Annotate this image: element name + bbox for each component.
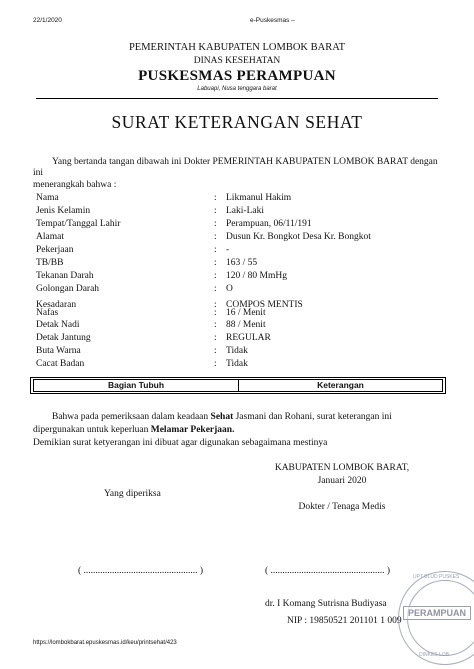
- body-part-table-header: [33, 379, 443, 392]
- field-colon: :: [214, 333, 217, 343]
- body-text: dipergunakan untuk keperluan: [33, 425, 151, 435]
- official-stamp: [398, 571, 474, 665]
- field-label: Nafas: [36, 308, 59, 318]
- footer-url: https://lombokbarat.epuskesmas.id/keu/printsehat/423: [33, 640, 177, 646]
- intro-line2: ini: [33, 168, 44, 178]
- table-header-body-part: Bagian Tubuh: [107, 380, 165, 390]
- examined-signature-blank: ( ................................................ ): [78, 566, 204, 576]
- field-value: -: [226, 245, 230, 255]
- field-colon: :: [214, 271, 217, 281]
- field-colon: :: [214, 346, 217, 356]
- field-value: Tidak: [226, 346, 248, 356]
- field-colon: :: [214, 258, 217, 268]
- doctor-signature-blank: ( ................................................ ): [265, 566, 391, 576]
- body-text-bold: Sehat: [210, 412, 234, 422]
- field-colon: :: [214, 193, 217, 203]
- letterhead-address: Labuapi, Nusa tenggara barat: [197, 86, 277, 92]
- doctor-name: dr. I Komang Sutrisna Budiyasa: [265, 599, 387, 609]
- body-paragraph-1: [52, 412, 392, 422]
- field-label: Pekerjaan: [36, 245, 74, 255]
- signature-date: Januari 2020: [317, 476, 367, 486]
- field-label: Tempat/Tanggal Lahir: [36, 219, 121, 229]
- field-value: O: [226, 284, 233, 294]
- body-paragraph-2: [33, 425, 234, 435]
- letterhead-line2: DINAS KESEHATAN: [193, 56, 281, 66]
- field-label: Detak Nadi: [36, 320, 80, 330]
- field-colon: :: [214, 206, 217, 216]
- field-label: Jenis Kelamin: [36, 206, 91, 216]
- doctor-nip: NIP : 19850521 201101 1 009: [287, 616, 402, 626]
- body-text-bold: Melamar Pekerjaan.: [150, 425, 235, 435]
- letterhead-line1: PEMERINTAH KABUPATEN LOMBOK BARAT: [128, 42, 346, 53]
- field-label: Detak Jantung: [36, 333, 91, 343]
- letterhead-title: PUSKESMAS PERAMPUAN: [138, 68, 336, 84]
- field-label: Tekanan Darah: [36, 271, 94, 281]
- field-value: 16 / Menit: [226, 308, 266, 318]
- examined-label: Yang diperiksa: [104, 489, 161, 499]
- stamp-ring-bottom-text: DINKES LOB: [419, 652, 450, 658]
- field-value: Likmanul Hakim: [226, 193, 292, 203]
- field-colon: :: [214, 284, 217, 294]
- print-site: e-Puskesmas –: [250, 17, 295, 24]
- field-value: Perampuan, 06/11/191: [226, 219, 312, 229]
- field-label: Buta Warna: [36, 346, 81, 356]
- field-colon: :: [214, 359, 217, 369]
- field-colon: :: [214, 219, 217, 229]
- print-date: 22/1/2020: [33, 17, 62, 24]
- table-header-notes: Keterangan: [317, 380, 364, 390]
- field-colon: :: [214, 308, 217, 318]
- field-value: Tidak: [226, 359, 248, 369]
- field-value: Laki-Laki: [226, 206, 264, 216]
- field-colon: :: [214, 245, 217, 255]
- field-label: TB/BB: [36, 258, 64, 268]
- field-colon: :: [214, 320, 217, 330]
- field-label: Golongan Darah: [36, 284, 100, 294]
- signature-place: KABUPATEN LOMBOK BARAT,: [274, 463, 410, 473]
- field-value: REGULAR: [226, 333, 271, 343]
- field-value: COMPOS MENTIS: [226, 300, 303, 310]
- field-colon: :: [214, 300, 217, 310]
- body-paragraph-3: Demikian surat ketyerangan ini dibuat agar digunakan sebagaimana mestinya: [33, 438, 328, 448]
- field-colon: :: [214, 232, 217, 242]
- header-divider: [36, 98, 438, 99]
- field-label: Cacat Badan: [36, 359, 85, 369]
- field-label: Kesadaran: [36, 300, 77, 310]
- stamp-ring-top-text: UPT BLUD PUSKES: [413, 574, 460, 580]
- body-text: Jasmani dan Rohani, surat keterangan ini: [233, 412, 392, 422]
- signature-role: Dokter / Tenaga Medis: [298, 502, 386, 512]
- field-value: 120 / 80 MmHg: [226, 271, 287, 281]
- field-label: Alamat: [36, 232, 64, 242]
- field-value: 88 / Menit: [226, 320, 266, 330]
- field-value: 163 / 55: [226, 258, 258, 268]
- field-value: Dusun Kr. Bongkot Desa Kr. Bongkot: [226, 232, 371, 242]
- document-title: SURAT KETERANGAN SEHAT: [111, 112, 363, 132]
- intro-line1: Yang bertanda tangan dibawah ini Dokter PEMERINTAH KABUPATEN LOMBOK BARAT dengan: [52, 157, 438, 167]
- stamp-center-text: PERAMPUAN: [403, 606, 471, 620]
- body-text: Bahwa pada pemeriksaan dalam keadaan: [52, 412, 211, 422]
- intro-line3: menerangkah bahwa :: [33, 180, 117, 190]
- field-label: Nama: [36, 193, 59, 203]
